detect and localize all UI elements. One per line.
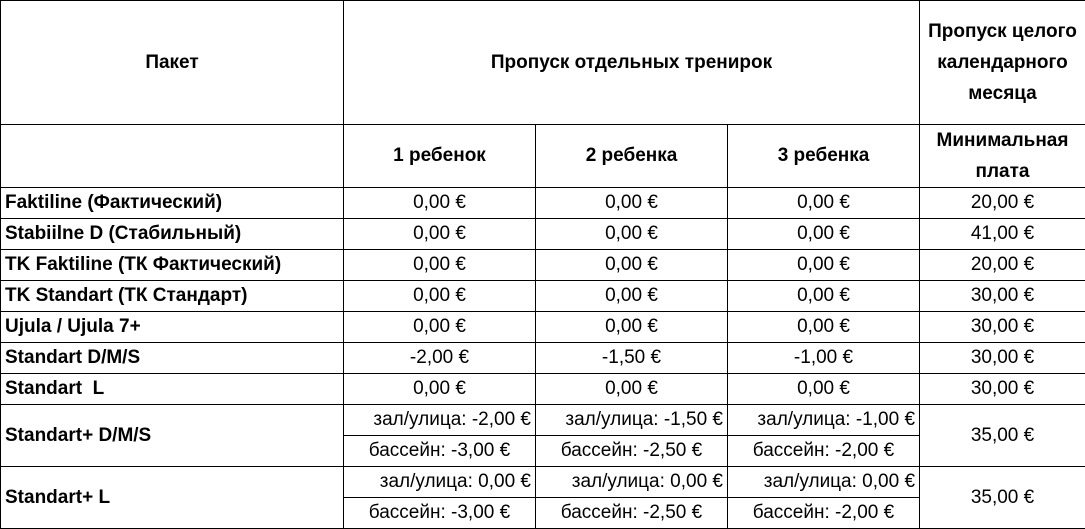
child3-pool-value: бассейн: -2,00 € <box>728 436 920 467</box>
package-name: TK Faktiline (ТК Фактический) <box>1 250 344 281</box>
min-fee-value: 35,00 € <box>920 467 1085 529</box>
table-row-split-hall <box>1 467 1085 498</box>
table-row <box>1 188 1085 219</box>
min-fee-value: 20,00 € <box>920 188 1085 219</box>
child2-value: 0,00 € <box>536 250 728 281</box>
header-min-fee: Минимальная плата <box>920 125 1085 188</box>
child2-pool-value: бассейн: -2,50 € <box>536 436 728 467</box>
min-fee-value: 30,00 € <box>920 343 1085 374</box>
table-row <box>1 250 1085 281</box>
header-row-top <box>1 1 1085 125</box>
child1-value: 0,00 € <box>344 281 536 312</box>
min-fee-value: 30,00 € <box>920 374 1085 405</box>
child2-hall-value: зал/улица: 0,00 € <box>536 467 728 498</box>
child2-value: 0,00 € <box>536 188 728 219</box>
child2-pool-value: бассейн: -2,50 € <box>536 498 728 529</box>
child3-value: 0,00 € <box>728 188 920 219</box>
header-child-1: 1 ребенок <box>344 125 536 188</box>
table-row <box>1 312 1085 343</box>
child1-hall-value: зал/улица: -2,00 € <box>344 405 536 436</box>
package-name: Stabiilne D (Стабильный) <box>1 219 344 250</box>
child2-value: 0,00 € <box>536 374 728 405</box>
package-name: Standart+ L <box>1 467 344 529</box>
header-empty-cell <box>1 125 344 188</box>
table-row-split-hall <box>1 405 1085 436</box>
child2-value: 0,00 € <box>536 281 728 312</box>
package-name: Standart L <box>1 374 344 405</box>
child2-value: 0,00 € <box>536 312 728 343</box>
child3-hall-value: зал/улица: 0,00 € <box>728 467 920 498</box>
child1-value: 0,00 € <box>344 374 536 405</box>
table-row <box>1 343 1085 374</box>
child3-pool-value: бассейн: -2,00 € <box>728 498 920 529</box>
package-name: Standart+ D/M/S <box>1 405 344 467</box>
min-fee-value: 30,00 € <box>920 312 1085 343</box>
child2-value: -1,50 € <box>536 343 728 374</box>
child1-value: 0,00 € <box>344 312 536 343</box>
header-child-2: 2 ребенка <box>536 125 728 188</box>
header-child-3: 3 ребенка <box>728 125 920 188</box>
child1-value: 0,00 € <box>344 250 536 281</box>
child2-value: 0,00 € <box>536 219 728 250</box>
package-name: Ujula / Ujula 7+ <box>1 312 344 343</box>
child3-value: 0,00 € <box>728 281 920 312</box>
child1-pool-value: бассейн: -3,00 € <box>344 436 536 467</box>
package-name: TK Standart (ТК Стандарт) <box>1 281 344 312</box>
child1-value: 0,00 € <box>344 219 536 250</box>
child3-value: -1,00 € <box>728 343 920 374</box>
child3-value: 0,00 € <box>728 374 920 405</box>
child3-value: 0,00 € <box>728 219 920 250</box>
header-package: Пакет <box>1 1 344 125</box>
header-row-sub <box>1 125 1085 188</box>
child3-value: 0,00 € <box>728 312 920 343</box>
child1-pool-value: бассейн: -3,00 € <box>344 498 536 529</box>
table-row <box>1 219 1085 250</box>
package-name: Standart D/M/S <box>1 343 344 374</box>
child2-hall-value: зал/улица: -1,50 € <box>536 405 728 436</box>
min-fee-value: 41,00 € <box>920 219 1085 250</box>
header-skip-month: Пропуск целого календарного месяца <box>920 1 1085 125</box>
child3-hall-value: зал/улица: -1,00 € <box>728 405 920 436</box>
table-row <box>1 281 1085 312</box>
min-fee-value: 35,00 € <box>920 405 1085 467</box>
min-fee-value: 20,00 € <box>920 250 1085 281</box>
table-row <box>1 374 1085 405</box>
child1-value: -2,00 € <box>344 343 536 374</box>
child3-value: 0,00 € <box>728 250 920 281</box>
header-skip-individual: Пропуск отдельных тренирок <box>344 1 920 125</box>
package-name: Faktiline (Фактический) <box>1 188 344 219</box>
child1-value: 0,00 € <box>344 188 536 219</box>
min-fee-value: 30,00 € <box>920 281 1085 312</box>
child1-hall-value: зал/улица: 0,00 € <box>344 467 536 498</box>
